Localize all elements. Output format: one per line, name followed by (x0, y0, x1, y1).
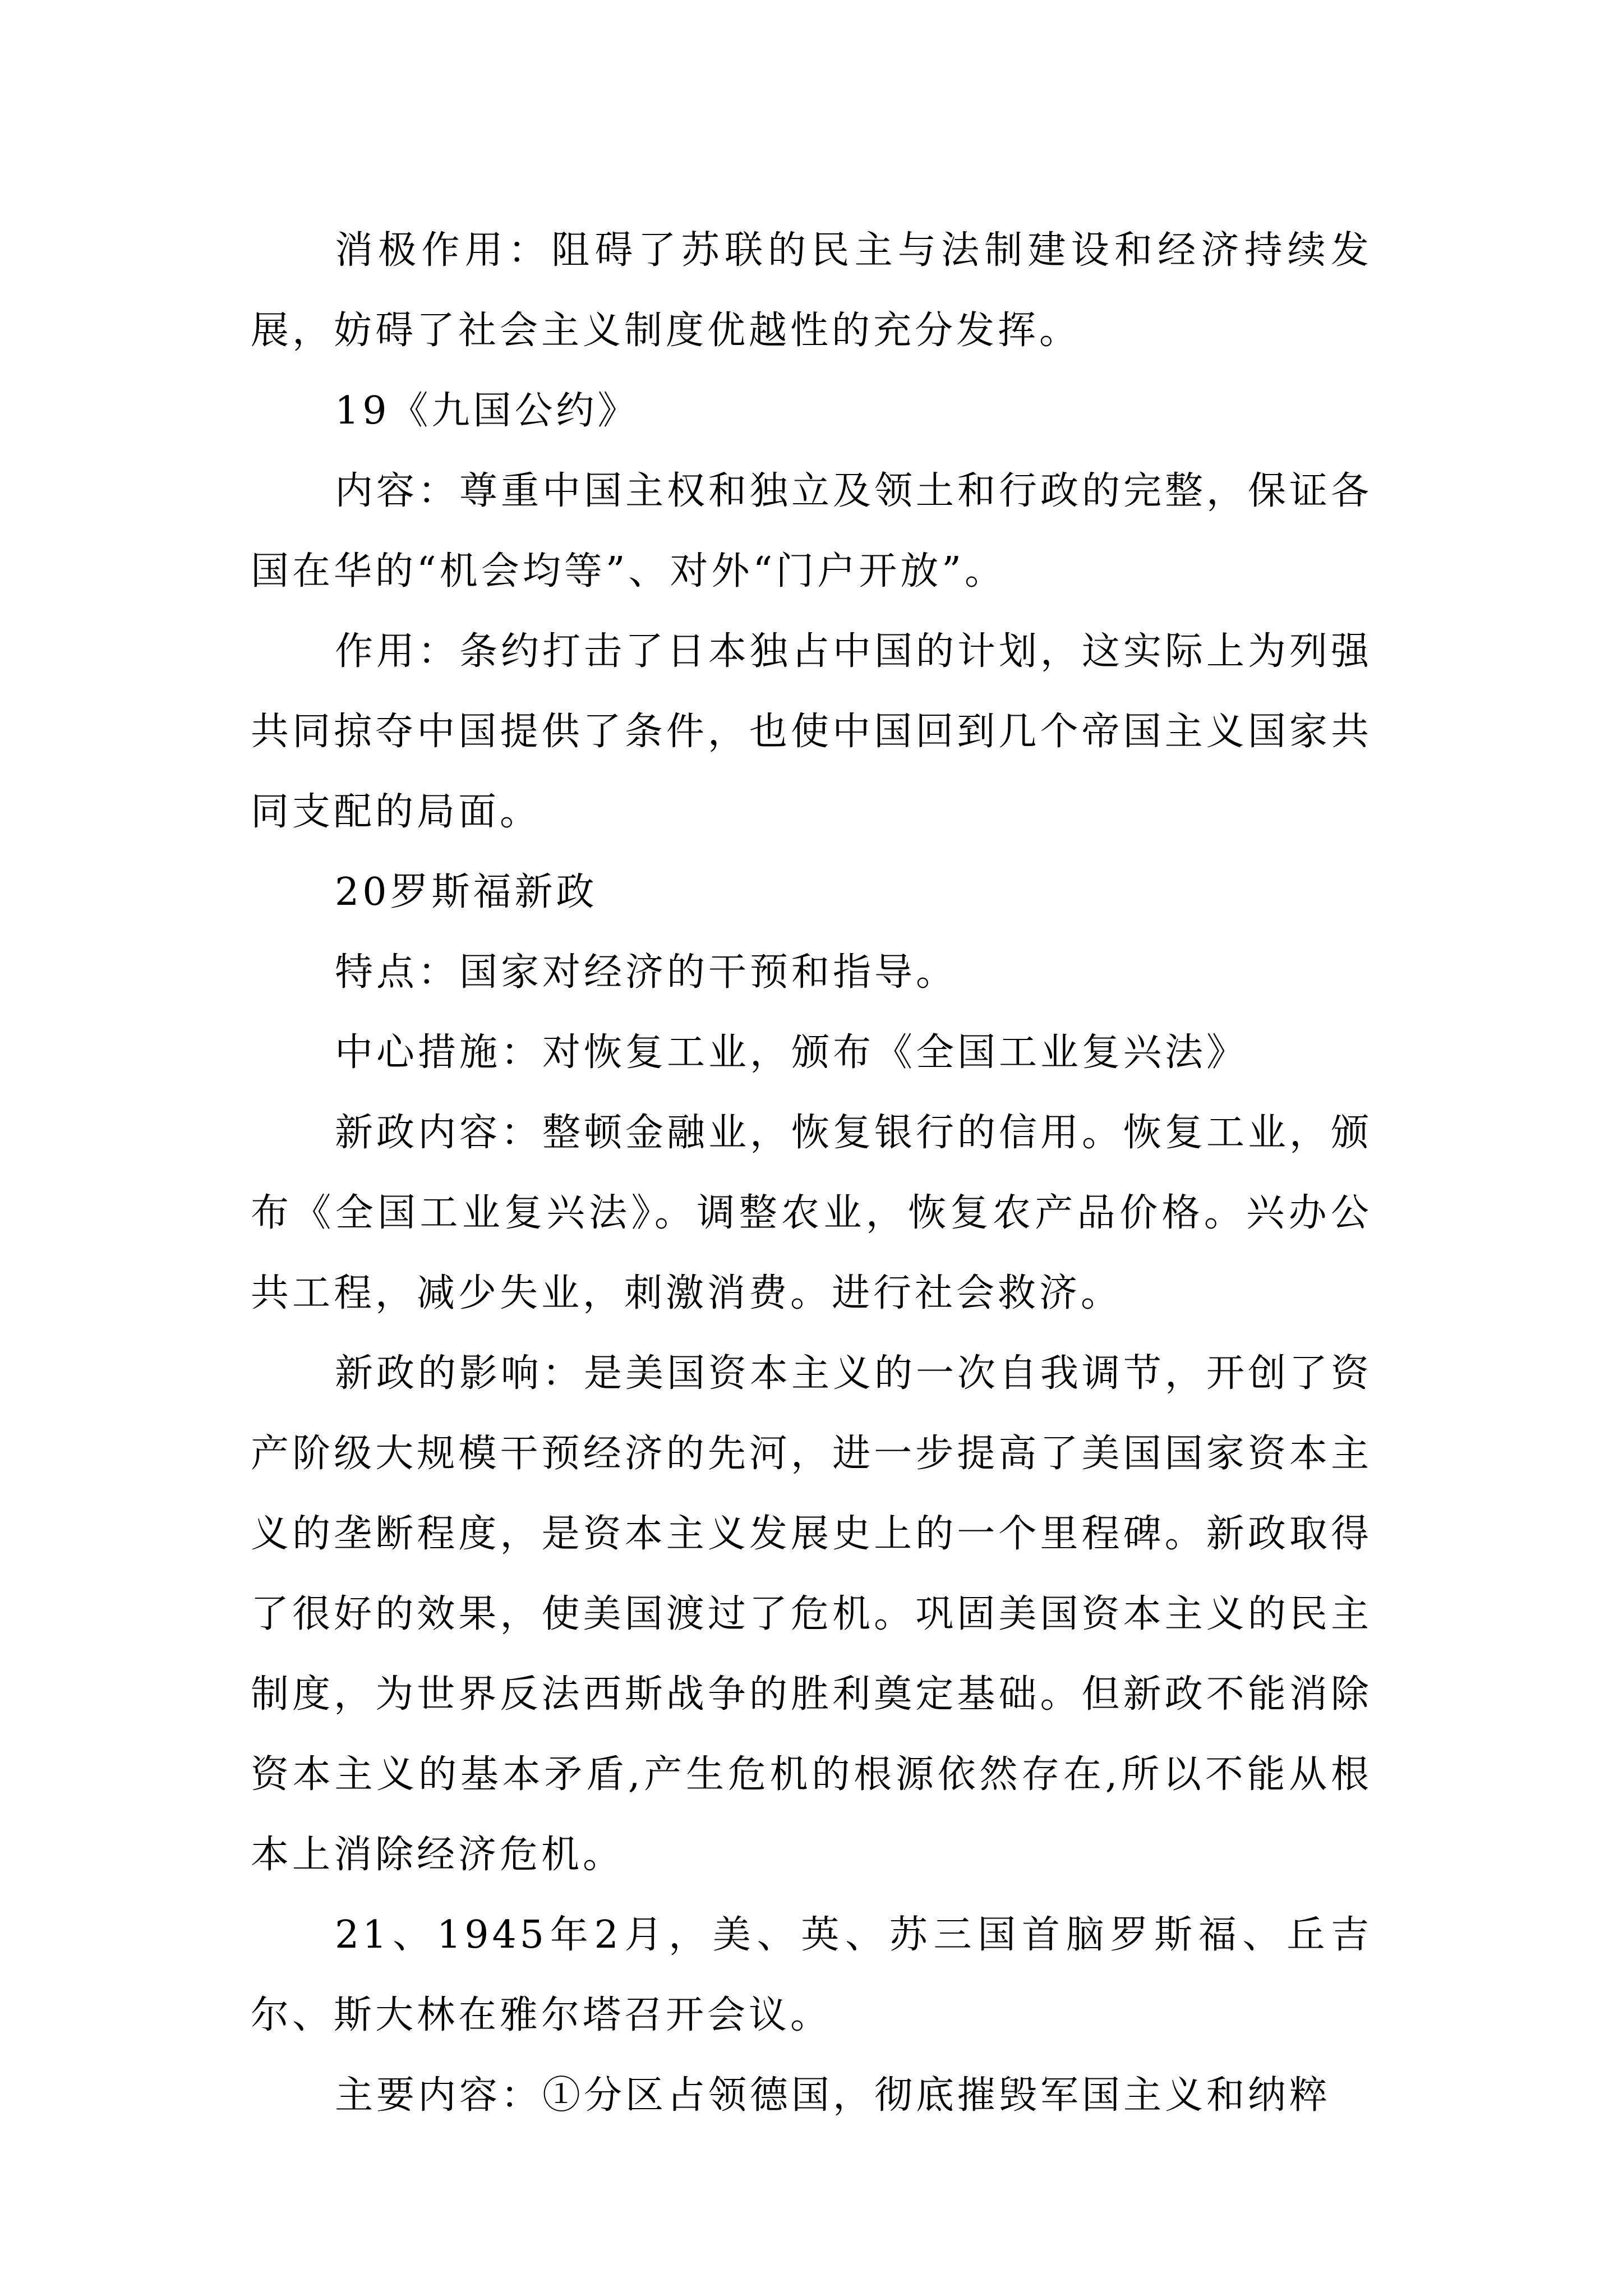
paragraph-new-deal-features: 特点：国家对经济的干预和指导。 (335, 950, 958, 995)
heading-nine-power-treaty: 19《九国公约》 (335, 389, 639, 433)
paragraph-new-deal-content: 新政内容：整顿金融业，恢复银行的信用。恢复工业，颁布《全国工业复兴法》。调整农业，恢复农产品价格。兴办公共工程，减少失业，刺激消费。进行社会救济。 (251, 1111, 1373, 1315)
paragraph-negative-effects: 消极作用：阻碍了苏联的民主与法制建设和经济持续发展，妨碍了社会主义制度优越性的充分发挥。 (251, 228, 1372, 353)
paragraph-treaty-effect: 作用：条约打击了日本独占中国的计划，这实际上为列强共同掠夺中国提供了条件，也使中国回到几个帝国主义国家共同支配的局面。 (251, 629, 1373, 834)
paragraph-new-deal-core-measure: 中心措施：对恢复工业，颁布《全国工业复兴法》 (335, 1030, 1248, 1075)
paragraph-yalta-content: 主要内容：①分区占领德国，彻底摧毁军国主义和纳粹 (335, 2073, 1331, 2118)
document-body (251, 210, 1372, 2136)
paragraph-new-deal-impact: 新政的影响：是美国资本主义的一次自我调节，开创了资产阶级大规模干预经济的先河，进一步提高了美国国家资本主义的垄断程度，是资本主义发展史上的一个里程碑。新政取得了很好的效果，使美国渡过了危机。巩固美国资本主义的民主制度，为世界反法西斯战争的胜利奠定基础。但新政不能消除资本主义的基本矛盾,产生危机的根源依然存在,所以不能从根本上消除经济危机。 (251, 1351, 1373, 1877)
paragraph-yalta-conference: 21、1945年2月，美、英、苏三国首脑罗斯福、丘吉尔、斯大林在雅尔塔召开会议。 (251, 1913, 1372, 2037)
paragraph-treaty-content: 内容：尊重中国主权和独立及领土和行政的完整，保证各国在华的“机会均等”、对外“门户开放”。 (251, 469, 1373, 593)
heading-new-deal: 20罗斯福新政 (335, 870, 598, 914)
